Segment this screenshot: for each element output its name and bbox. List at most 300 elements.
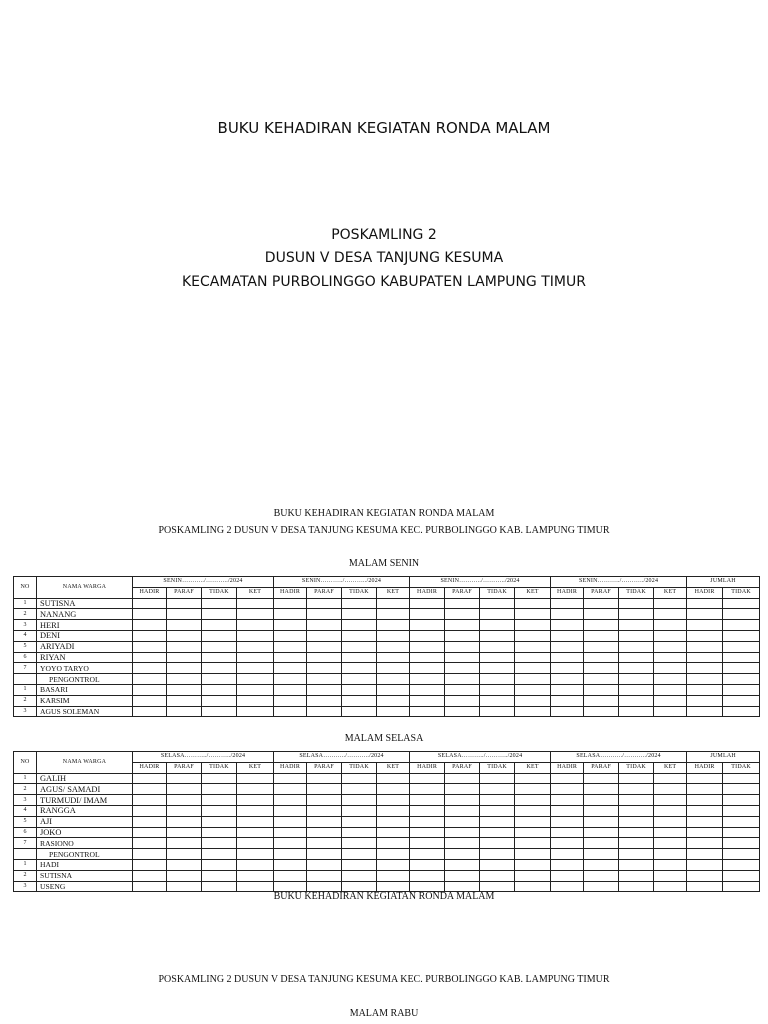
attendance-cell [687, 706, 723, 717]
attendance-cell [237, 838, 274, 849]
attendance-cell [202, 795, 237, 806]
attendance-cell [377, 870, 410, 881]
attendance-cell [410, 859, 445, 870]
attendance-cell [551, 620, 584, 631]
attendance-cell [274, 630, 307, 641]
attendance-cell [237, 684, 274, 695]
col-jumlah-tidak-header: TIDAK [723, 587, 760, 598]
attendance-cell [410, 849, 445, 860]
member-name: RANGGA [37, 805, 133, 816]
row-number: 1 [14, 598, 37, 609]
attendance-cell [445, 784, 480, 795]
attendance-cell [342, 598, 377, 609]
attendance-cell [445, 609, 480, 620]
attendance-cell [551, 609, 584, 620]
col-ket-header: KET [654, 587, 687, 598]
attendance-cell [237, 827, 274, 838]
attendance-cell [515, 859, 551, 870]
attendance-cell [274, 609, 307, 620]
attendance-cell [654, 784, 687, 795]
attendance-cell [445, 827, 480, 838]
attendance-cell [654, 663, 687, 674]
attendance-cell [551, 849, 584, 860]
attendance-cell [202, 641, 237, 652]
attendance-cell [551, 695, 584, 706]
attendance-cell [584, 795, 619, 806]
attendance-cell [410, 641, 445, 652]
attendance-cell [619, 695, 654, 706]
attendance-cell [480, 859, 515, 870]
attendance-cell [377, 695, 410, 706]
attendance-cell [237, 849, 274, 860]
attendance-cell [723, 795, 760, 806]
attendance-cell [274, 870, 307, 881]
row-number: 7 [14, 663, 37, 674]
attendance-cell [619, 827, 654, 838]
member-name: SUTISNA [37, 598, 133, 609]
col-paraf-header: PARAF [307, 762, 342, 773]
row-number: 1 [14, 773, 37, 784]
doc-title: BUKU KEHADIRAN KEGIATAN RONDA MALAM [273, 508, 495, 519]
row-number: 3 [14, 881, 37, 892]
col-tidak-header: TIDAK [202, 762, 237, 773]
attendance-cell [167, 849, 202, 860]
attendance-cell [619, 652, 654, 663]
attendance-cell [619, 620, 654, 631]
table-row [14, 684, 760, 695]
attendance-cell [202, 598, 237, 609]
attendance-cell [619, 859, 654, 870]
attendance-cell [515, 795, 551, 806]
attendance-cell [654, 795, 687, 806]
attendance-cell [133, 816, 167, 827]
member-name: HADI [37, 859, 133, 870]
col-jumlah-tidak-header: TIDAK [723, 762, 760, 773]
attendance-cell [237, 641, 274, 652]
section-title-selasa: MALAM SELASA [344, 733, 424, 744]
cover-title: BUKU KEHADIRAN KEGIATAN RONDA MALAM [217, 119, 551, 137]
attendance-cell [619, 641, 654, 652]
col-tidak-header: TIDAK [202, 587, 237, 598]
attendance-cell [274, 598, 307, 609]
attendance-cell [687, 773, 723, 784]
attendance-cell [445, 849, 480, 860]
attendance-cell [167, 663, 202, 674]
attendance-cell [687, 641, 723, 652]
attendance-cell [133, 630, 167, 641]
attendance-cell [515, 706, 551, 717]
attendance-cell [307, 630, 342, 641]
col-jumlah-hadir-header: HADIR [687, 587, 723, 598]
attendance-cell [133, 609, 167, 620]
attendance-cell [274, 773, 307, 784]
col-paraf-header: PARAF [445, 762, 480, 773]
attendance-cell [167, 641, 202, 652]
attendance-cell [237, 620, 274, 631]
attendance-cell [480, 620, 515, 631]
member-name: KARSIM [37, 695, 133, 706]
attendance-cell [445, 652, 480, 663]
attendance-cell [723, 609, 760, 620]
attendance-cell [342, 827, 377, 838]
col-tidak-header: TIDAK [619, 762, 654, 773]
attendance-cell [237, 609, 274, 620]
attendance-cell [445, 805, 480, 816]
attendance-cell [167, 859, 202, 870]
attendance-cell [167, 773, 202, 784]
row-number: 2 [14, 609, 37, 620]
attendance-cell [307, 805, 342, 816]
attendance-cell [342, 773, 377, 784]
row-number: 1 [14, 684, 37, 695]
col-tidak-header: TIDAK [619, 587, 654, 598]
attendance-cell [515, 805, 551, 816]
attendance-cell [377, 706, 410, 717]
attendance-cell [202, 684, 237, 695]
attendance-cell [274, 652, 307, 663]
attendance-cell [307, 609, 342, 620]
pengontrol-row [14, 849, 760, 860]
attendance-cell [551, 838, 584, 849]
col-ket-header: KET [377, 762, 410, 773]
attendance-cell [619, 674, 654, 685]
col-paraf-header: PARAF [445, 587, 480, 598]
attendance-cell [480, 849, 515, 860]
attendance-cell [202, 674, 237, 685]
attendance-cell [584, 663, 619, 674]
attendance-cell [410, 870, 445, 881]
pengontrol-row [14, 674, 760, 685]
table-header-row [14, 752, 760, 763]
attendance-cell [202, 870, 237, 881]
attendance-cell [515, 598, 551, 609]
attendance-cell [654, 870, 687, 881]
attendance-cell [274, 849, 307, 860]
attendance-cell [445, 870, 480, 881]
attendance-cell [551, 641, 584, 652]
attendance-cell [445, 630, 480, 641]
col-jumlah-header: JUMLAH [687, 752, 760, 763]
col-ket-header: KET [515, 762, 551, 773]
cover-kecamatan: KECAMATAN PURBOLINGGO KABUPATEN LAMPUNG TIMUR [182, 274, 586, 290]
attendance-cell [377, 674, 410, 685]
attendance-cell [342, 870, 377, 881]
attendance-cell [167, 598, 202, 609]
attendance-cell [202, 652, 237, 663]
attendance-cell [723, 706, 760, 717]
next-doc-title: BUKU KEHADIRAN KEGIATAN RONDA MALAM [273, 891, 495, 902]
attendance-cell [202, 609, 237, 620]
attendance-cell [342, 695, 377, 706]
attendance-cell [307, 706, 342, 717]
attendance-cell [723, 784, 760, 795]
attendance-cell [133, 620, 167, 631]
attendance-cell [274, 674, 307, 685]
attendance-cell [410, 620, 445, 631]
attendance-cell [551, 663, 584, 674]
attendance-cell [687, 795, 723, 806]
attendance-cell [480, 816, 515, 827]
attendance-cell [687, 870, 723, 881]
col-hadir-header: HADIR [133, 587, 167, 598]
attendance-cell [480, 641, 515, 652]
attendance-cell [480, 773, 515, 784]
attendance-cell [445, 795, 480, 806]
attendance-cell [377, 816, 410, 827]
col-tidak-header: TIDAK [480, 587, 515, 598]
attendance-cell [723, 641, 760, 652]
col-ket-header: KET [377, 587, 410, 598]
attendance-cell [133, 795, 167, 806]
col-hadir-header: HADIR [274, 762, 307, 773]
attendance-cell [133, 652, 167, 663]
attendance-cell [687, 652, 723, 663]
attendance-cell [723, 598, 760, 609]
attendance-cell [619, 838, 654, 849]
table-row [14, 663, 760, 674]
attendance-cell [377, 795, 410, 806]
attendance-cell [237, 859, 274, 870]
attendance-cell [654, 859, 687, 870]
attendance-cell [133, 849, 167, 860]
col-tidak-header: TIDAK [480, 762, 515, 773]
attendance-cell [723, 805, 760, 816]
attendance-cell [584, 609, 619, 620]
col-ket-header: KET [654, 762, 687, 773]
attendance-cell [377, 652, 410, 663]
attendance-cell [202, 620, 237, 631]
table-row [14, 630, 760, 641]
col-no-header: NO [14, 577, 37, 599]
attendance-cell [723, 838, 760, 849]
member-name: NANANG [37, 609, 133, 620]
attendance-cell [687, 859, 723, 870]
table-row [14, 859, 760, 870]
attendance-cell [445, 706, 480, 717]
attendance-cell [307, 652, 342, 663]
attendance-cell [237, 773, 274, 784]
cover-poskamling: POSKAMLING 2 [331, 227, 437, 243]
day-date-header: SELASA………../………../2024 [133, 752, 274, 763]
table-row [14, 706, 760, 717]
attendance-cell [584, 838, 619, 849]
attendance-cell [480, 598, 515, 609]
attendance-cell [167, 652, 202, 663]
attendance-cell [723, 859, 760, 870]
next-doc-subtitle: POSKAMLING 2 DUSUN V DESA TANJUNG KESUMA KEC. PURBOLINGGO KAB. LAMPUNG TIMUR [158, 974, 610, 985]
attendance-cell [202, 838, 237, 849]
row-number: 2 [14, 870, 37, 881]
attendance-cell [723, 630, 760, 641]
attendance-cell [410, 609, 445, 620]
attendance-cell [551, 773, 584, 784]
attendance-cell [237, 816, 274, 827]
attendance-table-senin [13, 576, 760, 717]
attendance-cell [410, 773, 445, 784]
day-date-header: SELASA………../………../2024 [410, 752, 551, 763]
row-number: 5 [14, 641, 37, 652]
attendance-cell [619, 870, 654, 881]
attendance-cell [619, 849, 654, 860]
attendance-cell [654, 838, 687, 849]
attendance-cell [687, 695, 723, 706]
attendance-cell [584, 849, 619, 860]
attendance-cell [551, 784, 584, 795]
col-hadir-header: HADIR [133, 762, 167, 773]
attendance-cell [237, 805, 274, 816]
attendance-cell [515, 695, 551, 706]
attendance-cell [619, 598, 654, 609]
attendance-cell [307, 695, 342, 706]
attendance-cell [342, 663, 377, 674]
attendance-cell [133, 684, 167, 695]
attendance-cell [202, 773, 237, 784]
attendance-cell [445, 663, 480, 674]
attendance-cell [307, 870, 342, 881]
col-hadir-header: HADIR [410, 762, 445, 773]
member-name: ARIYADI [37, 641, 133, 652]
attendance-cell [515, 816, 551, 827]
attendance-cell [515, 663, 551, 674]
attendance-cell [723, 849, 760, 860]
attendance-cell [342, 838, 377, 849]
attendance-cell [202, 695, 237, 706]
attendance-cell [167, 784, 202, 795]
table-row [14, 609, 760, 620]
section-title-senin: MALAM SENIN [348, 558, 420, 569]
attendance-cell [202, 859, 237, 870]
table-row [14, 795, 760, 806]
attendance-cell [480, 706, 515, 717]
attendance-cell [237, 695, 274, 706]
attendance-cell [480, 609, 515, 620]
attendance-cell [515, 609, 551, 620]
attendance-cell [167, 706, 202, 717]
attendance-cell [307, 674, 342, 685]
attendance-cell [687, 674, 723, 685]
day-date-header: SENIN………../………../2024 [133, 577, 274, 588]
table-row [14, 805, 760, 816]
attendance-cell [342, 684, 377, 695]
col-paraf-header: PARAF [584, 762, 619, 773]
attendance-cell [445, 695, 480, 706]
member-name: BASARI [37, 684, 133, 695]
member-name: SUTISNA [37, 870, 133, 881]
attendance-cell [342, 609, 377, 620]
attendance-cell [237, 706, 274, 717]
attendance-cell [619, 706, 654, 717]
table-row [14, 870, 760, 881]
attendance-cell [654, 620, 687, 631]
attendance-cell [307, 598, 342, 609]
attendance-cell [723, 870, 760, 881]
table-row [14, 773, 760, 784]
col-jumlah-hadir-header: HADIR [687, 762, 723, 773]
table-row [14, 652, 760, 663]
attendance-cell [584, 641, 619, 652]
attendance-cell [480, 652, 515, 663]
attendance-cell [342, 816, 377, 827]
attendance-cell [377, 849, 410, 860]
attendance-cell [133, 641, 167, 652]
attendance-cell [619, 609, 654, 620]
row-number: 5 [14, 816, 37, 827]
attendance-cell [377, 784, 410, 795]
attendance-cell [133, 838, 167, 849]
table-row [14, 641, 760, 652]
attendance-cell [515, 849, 551, 860]
attendance-cell [723, 620, 760, 631]
attendance-cell [723, 816, 760, 827]
table-row [14, 816, 760, 827]
attendance-cell [342, 849, 377, 860]
attendance-cell [274, 663, 307, 674]
attendance-cell [445, 859, 480, 870]
col-paraf-header: PARAF [307, 587, 342, 598]
day-date-header: SENIN………../………../2024 [551, 577, 687, 588]
attendance-cell [480, 784, 515, 795]
row-number [14, 674, 37, 685]
attendance-cell [551, 870, 584, 881]
attendance-cell [307, 795, 342, 806]
attendance-cell [202, 630, 237, 641]
attendance-cell [274, 620, 307, 631]
row-number: 3 [14, 620, 37, 631]
table-header-row [14, 577, 760, 588]
attendance-cell [133, 870, 167, 881]
member-name: DENI [37, 630, 133, 641]
attendance-cell [445, 674, 480, 685]
attendance-cell [342, 859, 377, 870]
attendance-cell [584, 706, 619, 717]
attendance-cell [167, 838, 202, 849]
attendance-cell [515, 784, 551, 795]
attendance-cell [167, 695, 202, 706]
attendance-cell [584, 695, 619, 706]
col-paraf-header: PARAF [167, 762, 202, 773]
attendance-cell [274, 784, 307, 795]
attendance-cell [274, 695, 307, 706]
attendance-cell [274, 859, 307, 870]
section-title-rabu: MALAM RABU [349, 1008, 419, 1019]
attendance-cell [687, 609, 723, 620]
attendance-cell [274, 641, 307, 652]
attendance-cell [515, 838, 551, 849]
attendance-cell [687, 816, 723, 827]
col-hadir-header: HADIR [551, 762, 584, 773]
attendance-cell [167, 805, 202, 816]
attendance-cell [377, 805, 410, 816]
member-name: USENG [37, 881, 133, 892]
attendance-cell [307, 663, 342, 674]
attendance-cell [551, 805, 584, 816]
attendance-cell [377, 641, 410, 652]
attendance-cell [307, 641, 342, 652]
attendance-cell [723, 827, 760, 838]
member-name: TURMUDI/ IMAM [37, 795, 133, 806]
attendance-cell [551, 684, 584, 695]
attendance-cell [202, 816, 237, 827]
attendance-cell [480, 674, 515, 685]
col-nama-header: NAMA WARGA [37, 752, 133, 774]
attendance-cell [202, 827, 237, 838]
attendance-cell [723, 663, 760, 674]
attendance-cell [410, 663, 445, 674]
attendance-cell [307, 827, 342, 838]
attendance-cell [274, 805, 307, 816]
col-hadir-header: HADIR [410, 587, 445, 598]
attendance-cell [410, 652, 445, 663]
